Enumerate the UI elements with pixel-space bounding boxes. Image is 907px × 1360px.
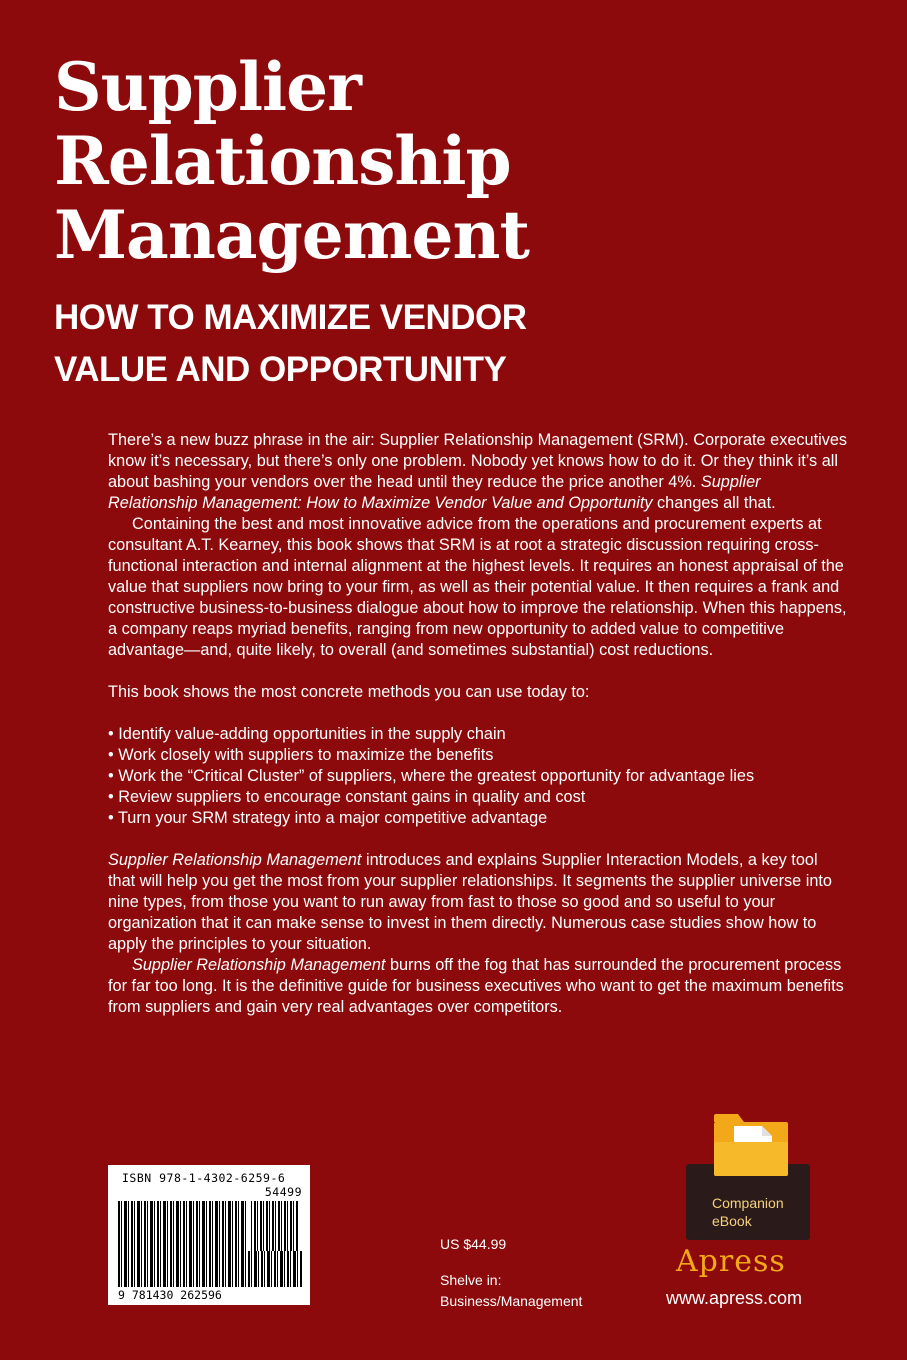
title-line-1: Supplier [54, 48, 361, 126]
list-item: • Turn your SRM strategy into a major competitive advantage [108, 808, 848, 829]
list-item: • Review suppliers to encourage constant gains in quality and cost [108, 787, 848, 808]
subtitle-line-2: VALUE AND OPPORTUNITY [54, 350, 507, 389]
paragraph-4: Supplier Relationship Management introduces and explains Supplier Interaction Models, a key tool that will help you get the most from your supplier relationships. It segments the supplier universe into nine types, from those you want to run away from fast to those so good and so useful to your organization that it can make sense to invest in them directly. Numerous case studies show how to apply the principles to your situation. [108, 851, 832, 953]
price: US $44.99 [440, 1236, 507, 1252]
bullet-list [108, 724, 848, 829]
title-line-3: Management [54, 196, 530, 274]
isbn-text: ISBN 978-1-4302-6259-6 [122, 1171, 286, 1185]
blurb [108, 430, 848, 1018]
addon-bars [248, 1201, 302, 1251]
price-code: 54499 [264, 1185, 302, 1199]
shelve-label: Shelve in: [440, 1272, 502, 1288]
publisher-website: www.apress.com [666, 1288, 803, 1308]
paragraph-5: Supplier Relationship Management burns off the fog that has surrounded the procurement process for far too long. It is the definitive guide for business executives who want to get the maximum benefits from suppliers and gain very real advantages over competitors. [108, 956, 844, 1016]
ebook-label: Companion eBook [712, 1195, 784, 1229]
paragraph-1: There’s a new buzz phrase in the air: Supplier Relationship Management (SRM). Corporate executives know it’s necessary, but there’s only one problem. Nobody yet knows how to do it. Or they think it’s all about bashing your vendors over the head until they reduce the price another 4%. Supplier Relationship Management: How to Maximize Vendor Value and Opportunity changes all that. [108, 431, 848, 512]
paragraph-3: This book shows the most concrete methods you can use today to: [108, 683, 590, 701]
apress-logo: Apress [676, 1244, 786, 1279]
title-line-2: Relationship [54, 122, 511, 200]
paragraph-2: Containing the best and most innovative advice from the operations and procurement experts at consultant A.T. Kearney, this book shows that SRM is at root a strategic discussion requiring cross-functional interaction and internal alignment at the highest levels. It requires an honest appraisal of the value that suppliers now bring to your firm, as well as their potential value. It then requires a frank and constructive business-to-business dialogue about how to improve the relationship. When this happens, a company reaps myriad benefits, ranging from new opportunity to added value to competitive advantage—and, quite likely, to overall (and sometimes substantial) cost reductions. [108, 515, 847, 659]
isbn-barcode [108, 1165, 310, 1305]
shelve-category: Business/Management [440, 1293, 583, 1309]
ean-digits: 9 781430 262596 [118, 1288, 222, 1302]
book-subtitle [54, 292, 527, 396]
book-title [54, 50, 529, 272]
folder-icon [712, 1112, 790, 1178]
list-item: • Work the “Critical Cluster” of suppliers, where the greatest opportunity for advantage lies [108, 766, 848, 787]
list-item: • Work closely with suppliers to maximize the benefits [108, 745, 848, 766]
shelve-info [440, 1270, 582, 1312]
list-item: • Identify value-adding opportunities in the supply chain [108, 724, 848, 745]
subtitle-line-1: HOW TO MAXIMIZE VENDOR [54, 298, 527, 337]
